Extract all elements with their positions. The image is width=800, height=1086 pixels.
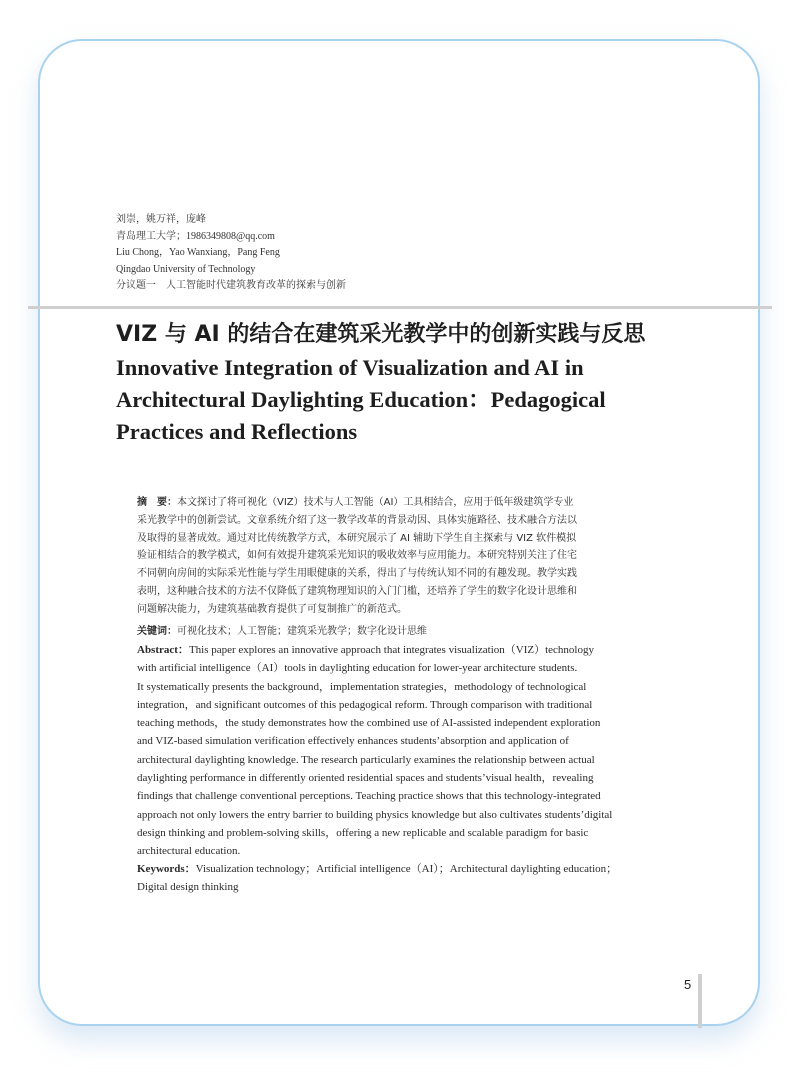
subtopic: 分议题一 人工智能时代建筑教育改革的探索与创新 xyxy=(116,280,346,292)
abstract-en-line: integration，and significant outcomes of this pedagogical reform. Through comparison with traditional xyxy=(137,698,593,711)
abstract-en-line: teaching methods，the study demonstrates how the combined use of AI-assisted independent exploration xyxy=(137,717,601,730)
keywords-zh xyxy=(137,623,427,640)
abstract-zh-line: 验证相结合的教学模式，如何有效提升建筑采光知识的吸收效率与应用能力。本研究特别关注了住宅 xyxy=(137,550,577,562)
abstract-en-line: architectural daylighting knowledge. The research particularly examines the relationship between actual xyxy=(137,753,595,766)
keywords-en-line: Digital design thinking xyxy=(137,881,239,894)
abstract-zh xyxy=(137,494,682,619)
title-en-line: Practices and Reflections xyxy=(116,419,358,444)
abstract-en xyxy=(137,641,685,861)
author-names-en: Liu Chong，Yao Wanxiang，Pang Feng xyxy=(116,247,280,259)
abstract-en-line: findings that challenge conventional perceptions. Teaching practice shows that this technology-integrated xyxy=(137,790,601,803)
abstract-en-line: and VIZ-based simulation verification effectively enhances students’absorption and application of xyxy=(137,735,569,748)
abstract-en-line: design thinking and problem-solving skills，offering a new replicable and scalable paradigm for basic xyxy=(137,826,589,839)
page-number: 5 xyxy=(684,977,692,992)
keywords-zh-text: 可视化技术；人工智能；建筑采光教学；数字化设计思维 xyxy=(177,626,427,637)
abstract-zh-line: 本文探讨了将可视化（VIZ）技术与人工智能（AI）工具相结合，应用于低年级建筑学专业 xyxy=(177,497,574,508)
abstract-zh-line: 问题解决能力，为建筑基础教育提供了可复制推广的新范式。 xyxy=(137,603,407,615)
keywords-zh-label: 关键词： xyxy=(137,626,177,637)
affiliation-en: Qingdao University of Technology xyxy=(116,263,256,275)
abstract-zh-line: 及取得的显著成效。通过对比传统教学方式，本研究展示了 AI 辅助下学生自主探索与 VIZ 软件模拟 xyxy=(137,532,577,544)
abstract-en-line: with artificial intelligence（AI）tools in daylighting education for lower-year architecture students. xyxy=(137,662,578,675)
header-divider xyxy=(28,306,772,309)
abstract-zh-line: 表明，这种融合技术的方法不仅降低了建筑物理知识的入门门槛，还培养了学生的数字化设计思维和 xyxy=(137,585,577,597)
title-en xyxy=(116,352,696,448)
abstract-en-label: Abstract： xyxy=(137,644,189,656)
title-zh: VIZ 与 AI 的结合在建筑采光教学中的创新实践与反思 xyxy=(116,322,646,347)
abstract-zh-line: 采光教学中的创新尝试。文章系统介绍了这一教学改革的背景动因、具体实施路径、技术融合方法以 xyxy=(137,514,577,526)
affiliation-zh: 青岛理工大学；1986349808@qq.com xyxy=(116,230,275,242)
author-block xyxy=(116,212,346,295)
keywords-en xyxy=(137,860,685,897)
page-number-bar xyxy=(698,974,702,1028)
abstract-en-line: It systematically presents the background，implementation strategies，methodology of technological xyxy=(137,680,587,693)
keywords-en-line: Visualization technology；Artificial intelligence（AI）；Architectural daylighting education； xyxy=(195,863,618,875)
title-en-line: Architectural Daylighting Education：Pedagogical xyxy=(116,387,606,412)
abstract-en-line: This paper explores an innovative approach that integrates visualization（VIZ）technology xyxy=(188,644,594,656)
abstract-en-line: architectural education. xyxy=(137,845,241,858)
abstract-en-line: approach not only lowers the entry barrier to building physics knowledge but also cultivates students’digital xyxy=(137,808,613,821)
author-names-zh: 刘崇，姚万祥，庞峰 xyxy=(116,214,206,225)
keywords-en-label: Keywords： xyxy=(137,863,196,875)
abstract-zh-label: 摘 要： xyxy=(137,497,177,508)
title-en-line: Innovative Integration of Visualization and AI in xyxy=(116,355,584,380)
abstract-zh-line: 不同朝向房间的实际采光性能与学生用眼健康的关系，得出了与传统认知不同的有趣发现。教学实践 xyxy=(137,568,577,580)
abstract-en-line: daylighting performance in differently oriented residential spaces and students’visual health，revealing xyxy=(137,772,594,785)
